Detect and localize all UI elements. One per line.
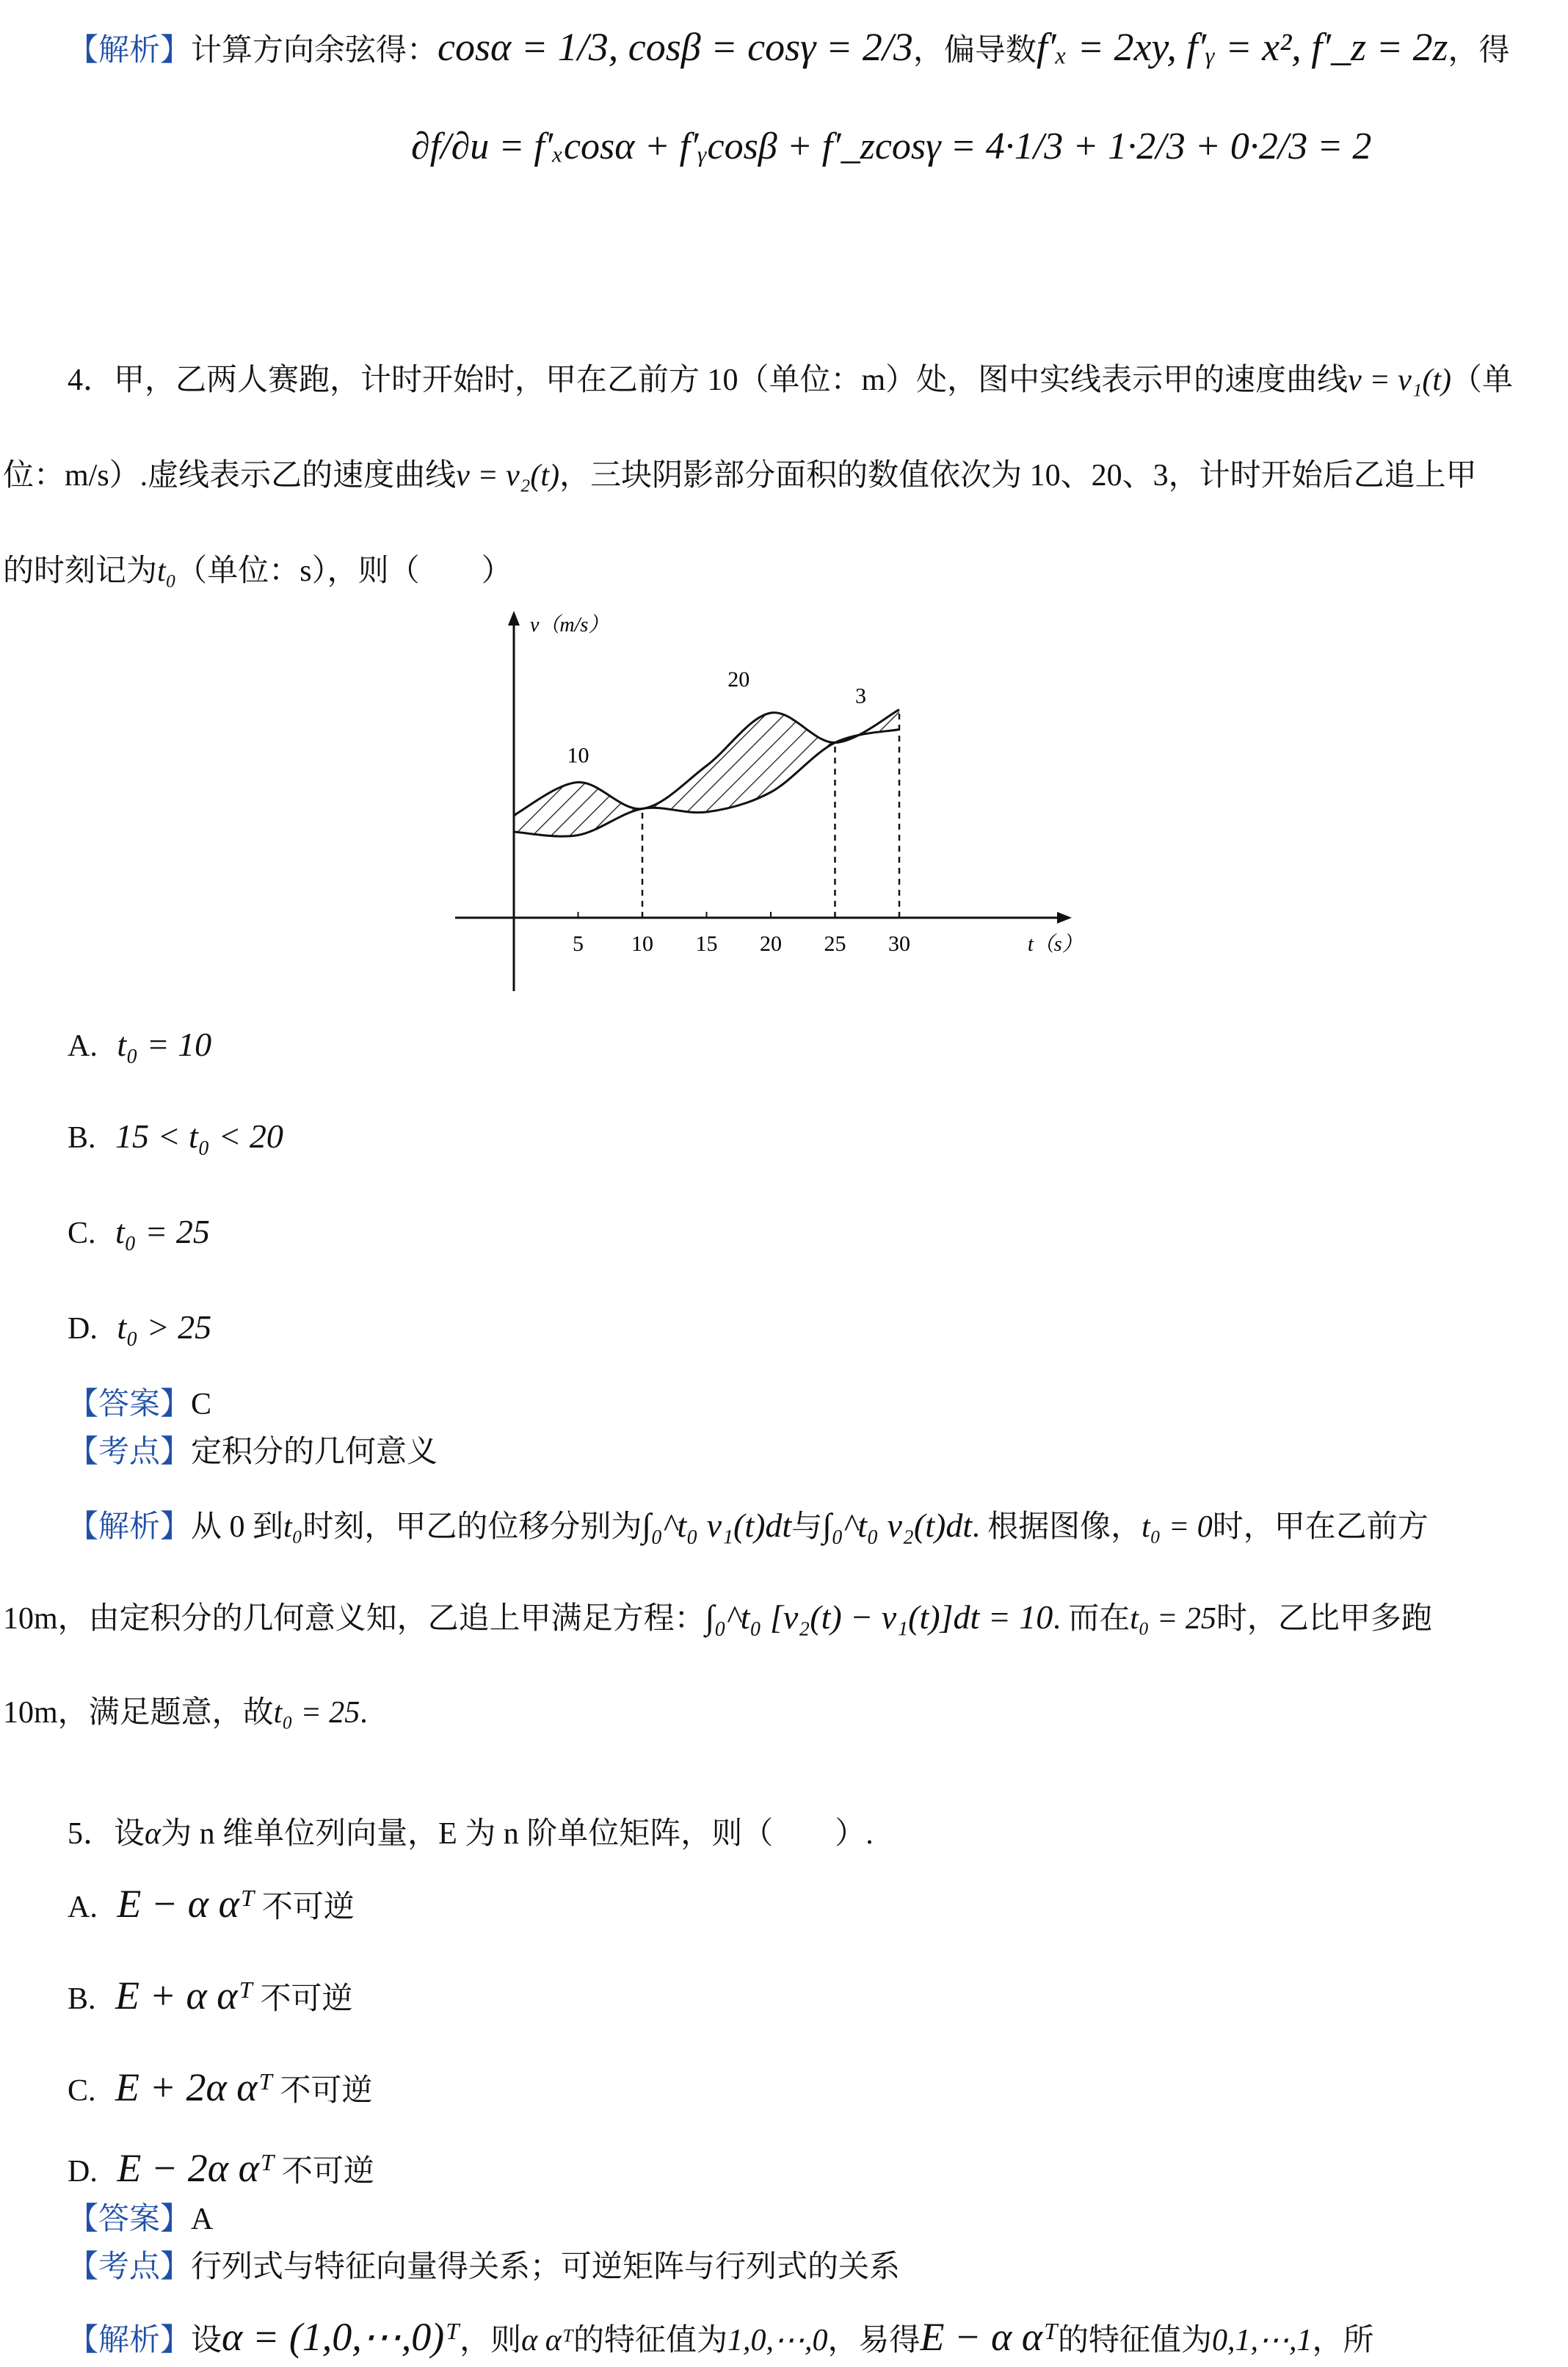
s3-analysis-line (68, 26, 1510, 71)
q4-analysis-text: 时，乙比甲多跑 (1216, 1602, 1432, 1636)
shaded-area-label: 20 (727, 667, 750, 692)
q5-analysis-text: ，所 (1312, 2324, 1374, 2357)
q5-stem (68, 1813, 874, 1855)
answer-tag: 【答案】 (68, 1388, 192, 1421)
q4-integral-v2: ∫₀^t₀ v₂(t)dt (822, 1507, 973, 1544)
y-axis-label: v（m/s） (530, 614, 609, 637)
shaded-area-label: 10 (567, 743, 589, 768)
option-expr: E + α αᵀ (115, 1973, 253, 2018)
q4-v2-expr: v = v₂(t) (456, 459, 560, 493)
q4-analysis-line3 (3, 1692, 368, 1733)
velocity-chart-svg (440, 609, 1101, 998)
q4-analysis-text: . 而在 (1053, 1602, 1130, 1636)
analysis-tag: 【解析】 (68, 1510, 192, 1544)
q5-answer-line (68, 2199, 213, 2240)
analysis-tag: 【解析】 (68, 34, 192, 68)
q4-option[interactable] (68, 1307, 211, 1349)
q5-vector: α = (1,0,⋯,0)ᵀ (222, 2315, 460, 2359)
q4-analysis-text: 从 0 到 (191, 1510, 284, 1544)
s3-lead: 计算方向余弦得： (191, 34, 438, 68)
option-value: 15 < t₀ < 20 (115, 1117, 283, 1155)
shaded-area-label: 3 (855, 684, 866, 708)
option-value: t₀ = 25 (115, 1213, 210, 1250)
q5-option[interactable] (68, 1975, 353, 2020)
x-tick-label: 15 (695, 932, 718, 956)
q4-t0-zero: t₀ = 0 (1141, 1510, 1213, 1544)
q4-t0: t₀ (157, 554, 177, 588)
option-text: 不可逆 (260, 1982, 353, 2016)
q4-analysis-text: 时，甲在乙前方 (1212, 1510, 1429, 1544)
option-value: t₀ = 10 (117, 1026, 212, 1063)
q5-answer: A (191, 2203, 214, 2236)
q5-stem-text: 为 n 维单位列向量，E 为 n 阶单位矩阵，则（ ）. (161, 1817, 874, 1851)
point-tag: 【考点】 (68, 2250, 192, 2284)
option-label: B. (68, 1121, 96, 1155)
option-expr: E − α αᵀ (117, 1882, 255, 1926)
q4-t0: t₀ (283, 1510, 303, 1544)
option-value: t₀ > 25 (117, 1308, 212, 1346)
q4-integral-v1: ∫₀^t₀ v₁(t)dt (642, 1507, 792, 1544)
q4-analysis-text: 10m，由定积分的几何意义知，乙追上甲满足方程： (3, 1602, 705, 1636)
q5-option[interactable] (68, 1883, 355, 1928)
option-expr: E + 2α αᵀ (115, 2065, 273, 2109)
q4-analysis-line1 (68, 1505, 1429, 1548)
q5-analysis-text: 的特征值为 (1058, 2324, 1213, 2357)
q5-eigenvalues-1: 1,0,⋯,0 (727, 2324, 828, 2357)
q4-stem-line3 (3, 551, 512, 592)
option-text: 不可逆 (280, 2074, 373, 2108)
q5-alpha: α (145, 1817, 161, 1851)
option-label: B. (68, 1982, 96, 2016)
q4-option[interactable] (68, 1116, 283, 1159)
q4-analysis-text: 时刻，甲乙的位移分别为 (302, 1510, 642, 1544)
q5-analysis-line (68, 2316, 1374, 2361)
option-label: A. (68, 1891, 98, 1924)
q4-stem-text: 的时刻记为 (3, 554, 158, 588)
shaded-region (514, 710, 899, 837)
q4-stem-text: （单位：s），则（ ） (176, 554, 512, 588)
q4-option[interactable] (68, 1211, 210, 1254)
point-tag: 【考点】 (68, 1435, 192, 1469)
q4-stem-line2 (3, 455, 1477, 496)
q5-eigenvalues-2: 0,1,⋯,1 (1212, 2324, 1313, 2357)
analysis-tag: 【解析】 (68, 2324, 192, 2357)
q5-option[interactable] (68, 2067, 373, 2112)
option-label: D. (68, 2155, 98, 2189)
q4-stem-line1 (68, 360, 1513, 401)
q4-stem-text: 位：m/s）.虚线表示乙的速度曲线 (3, 459, 457, 493)
velocity-chart (440, 609, 1101, 998)
q5-option[interactable] (68, 2147, 374, 2192)
option-label: C. (68, 1217, 96, 1250)
q4-point: 定积分的几何意义 (191, 1435, 438, 1469)
q5-analysis-text: ，则 (460, 2324, 522, 2357)
q4-option[interactable] (68, 1024, 211, 1067)
option-label: D. (68, 1312, 98, 1346)
q4-stem-text: 4．甲，乙两人赛跑，计时开始时，甲在乙前方 10（单位：m）处，图中实线表示甲的速度曲线 (68, 363, 1349, 397)
q5-point: 行列式与特征向量得关系；可逆矩阵与行列式的关系 (191, 2250, 901, 2284)
option-text: 不可逆 (261, 1891, 355, 1924)
q4-stem-text: （单 (1451, 363, 1514, 397)
q4-stem-text: ，三块阴影部分面积的数值依次为 10、20、3，计时开始后乙追上甲 (559, 459, 1477, 493)
option-text: 不可逆 (281, 2155, 374, 2189)
option-label: A. (68, 1029, 98, 1063)
x-tick-label: 25 (824, 932, 846, 956)
s3-partials-formula: f′ₓ = 2xy, f′ᵧ = x², f′_z = 2z (1036, 25, 1448, 69)
s3-directional-derivative-formula: ∂f/∂u = f′ₓcosα + f′ᵧcosβ + f′_zcosγ = 4·1/3 + 1·2/3 + 0·2/3 = 2 (411, 126, 1372, 167)
q5-aaT: α αᵀ (521, 2324, 573, 2357)
q4-analysis-text: 与 (791, 1510, 823, 1544)
q4-answer: C (191, 1388, 212, 1421)
x-tick-label: 20 (760, 932, 782, 956)
q5-point-line (68, 2247, 900, 2288)
x-tick-label: 5 (573, 932, 584, 956)
option-label: C. (68, 2074, 96, 2108)
q5-E-minus-aaT: E − α αᵀ (920, 2315, 1058, 2359)
q5-stem-text: 5．设 (68, 1817, 145, 1851)
q5-analysis-text: 设 (191, 2324, 222, 2357)
q4-integral-equation: ∫₀^t₀ [v₂(t) − v₁(t)]dt = 10 (705, 1598, 1053, 1636)
q4-analysis-text: 10m，满足题意，故 (3, 1696, 274, 1730)
x-axis-label: t（s） (1028, 933, 1083, 956)
s3-end: ，得 (1448, 34, 1510, 68)
s3-cos-formula: cosα = 1/3, cosβ = cosγ = 2/3 (438, 25, 913, 69)
q5-analysis-text: 的特征值为 (573, 2324, 727, 2357)
q4-analysis-line2 (3, 1597, 1432, 1639)
y-axis-arrow (508, 611, 520, 626)
q4-v1-expr: v = v₁(t) (1348, 363, 1452, 397)
q4-t0-25: t₀ = 25 (273, 1696, 360, 1730)
q4-analysis-text: . (360, 1696, 368, 1730)
q4-answer-line (68, 1384, 211, 1425)
s3-sep: ，偏导数 (912, 34, 1037, 68)
x-tick-label: 30 (888, 932, 910, 956)
q4-t0-25: t₀ = 25 (1130, 1602, 1216, 1636)
option-expr: E − 2α αᵀ (117, 2146, 275, 2190)
q4-analysis-text: . 根据图像， (972, 1510, 1142, 1544)
q5-analysis-text: ，易得 (827, 2324, 921, 2357)
x-tick-label: 10 (631, 932, 653, 956)
q4-point-line (68, 1432, 438, 1473)
x-axis-arrow (1057, 912, 1072, 924)
answer-tag: 【答案】 (68, 2203, 192, 2236)
